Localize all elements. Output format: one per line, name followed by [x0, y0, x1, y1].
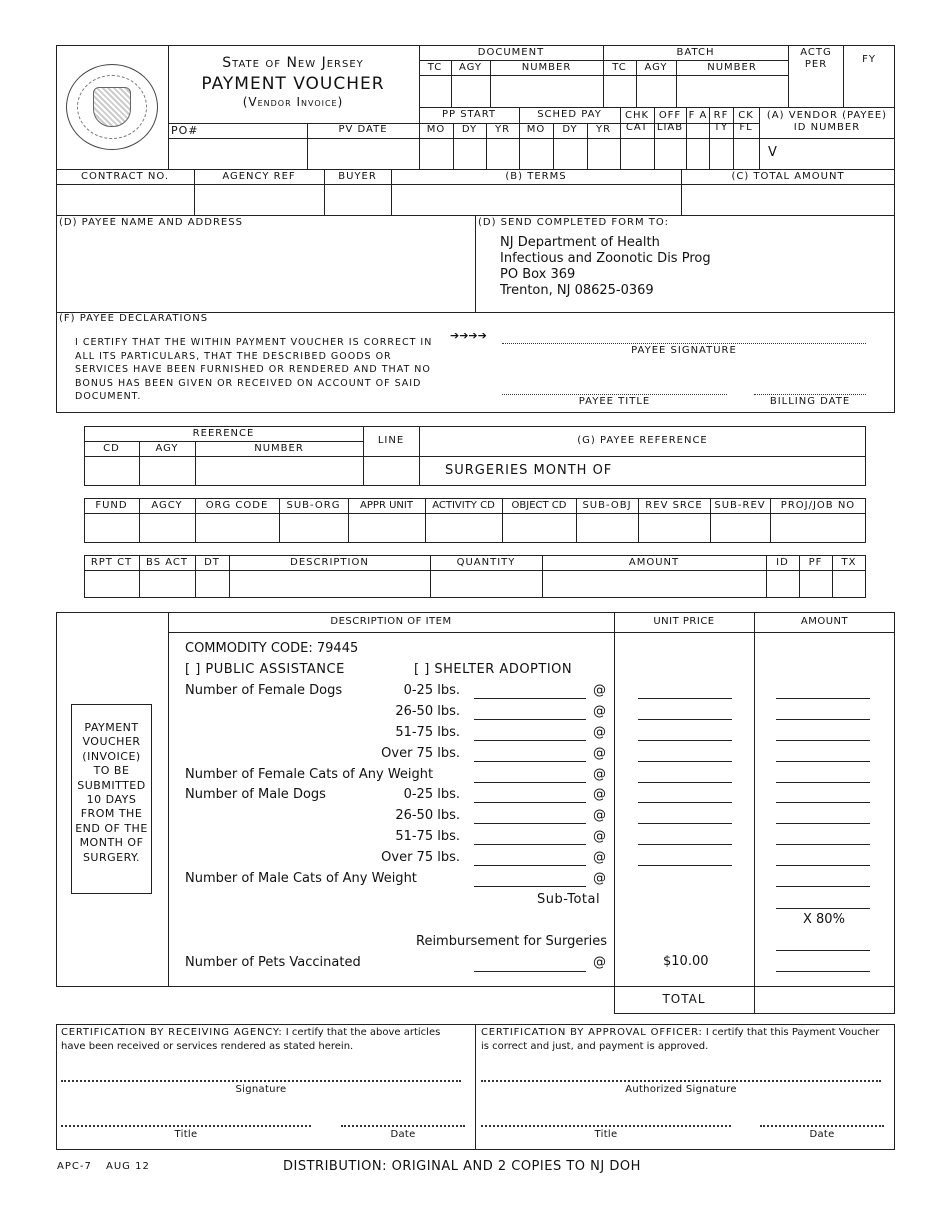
item-row-9-weight: Over 75 lbs. — [381, 850, 460, 865]
receiving-title-label: Title — [174, 1129, 198, 1140]
item-row-8-at: @ — [593, 829, 606, 844]
ref-number-label: NUMBER — [254, 443, 304, 454]
ref-agy-label: AGY — [155, 443, 179, 454]
item-row-3-price[interactable] — [638, 740, 732, 741]
vaccinated-qty[interactable] — [474, 971, 586, 972]
item-row-7-at: @ — [593, 808, 606, 823]
detail-col-description: DESCRIPTION — [290, 557, 369, 568]
pp-yr-label: YR — [494, 124, 511, 135]
item-row-6-amount[interactable] — [776, 802, 870, 803]
doc-number-label: NUMBER — [521, 62, 572, 73]
public-assistance-checkbox[interactable]: [ ] PUBLIC ASSISTANCE — [185, 662, 345, 677]
detail-col-quantity: QUANTITY — [456, 557, 516, 568]
item-row-9-amount[interactable] — [776, 865, 870, 866]
rfty-label: RF TY — [713, 110, 729, 133]
x80-label: X 80% — [803, 912, 845, 927]
billing-date-line[interactable] — [754, 394, 866, 395]
total-amount-label: (C) TOTAL AMOUNT — [731, 171, 845, 182]
item-row-9-at: @ — [593, 850, 606, 865]
item-row-6-qty[interactable] — [474, 802, 586, 803]
item-row-8-qty[interactable] — [474, 844, 586, 845]
detail-col-id: ID — [776, 557, 789, 568]
approval-date-label: Date — [809, 1129, 835, 1140]
approval-signature-label: Authorized Signature — [625, 1084, 737, 1095]
batch-label: BATCH — [676, 47, 715, 58]
item-row-2-qty[interactable] — [474, 719, 586, 720]
vendor-id-label: (A) VENDOR (PAYEE) ID NUMBER — [766, 110, 888, 133]
chk-cat-label: CHK CAT — [624, 110, 650, 133]
sp-yr-label: YR — [595, 124, 612, 135]
item-row-7-price[interactable] — [638, 823, 732, 824]
item-row-2-weight: 26-50 lbs. — [395, 704, 460, 719]
arrow-icon: ➔➔➔➔ — [450, 329, 487, 342]
item-row-10-label: Number of Male Cats of Any Weight — [185, 871, 417, 886]
item-row-10-at: @ — [593, 871, 606, 886]
send-to-line-2: Infectious and Zoonotic Dis Prog — [500, 251, 711, 266]
acct-col-activity-cd: ACTIVITY CD — [432, 500, 495, 511]
item-row-8-price[interactable] — [638, 844, 732, 845]
item-row-10-amount[interactable] — [776, 886, 870, 887]
item-row-6-weight: 0-25 lbs. — [403, 787, 460, 802]
po-label: PO# — [171, 124, 199, 137]
item-row-5-label: Number of Female Cats of Any Weight — [185, 767, 434, 782]
item-row-9-price[interactable] — [638, 865, 732, 866]
total-label: TOTAL — [662, 992, 706, 1006]
item-row-2-price[interactable] — [638, 719, 732, 720]
item-row-7-amount[interactable] — [776, 823, 870, 824]
ref-line-label: LINE — [377, 435, 405, 446]
send-to-line-4: Trenton, NJ 08625-0369 — [500, 283, 654, 298]
approval-text: I certify that this Payment Voucher is correct and just, and payment is approved. — [481, 1027, 880, 1052]
vaccinated-label: Number of Pets Vaccinated — [185, 955, 361, 970]
item-row-1-amount[interactable] — [776, 698, 870, 699]
reimbursement-amount[interactable] — [776, 950, 870, 951]
surgeries-month-text: SURGERIES MONTH OF — [445, 463, 613, 478]
item-row-7-qty[interactable] — [474, 823, 586, 824]
item-row-6-price[interactable] — [638, 802, 732, 803]
payee-signature-label: PAYEE SIGNATURE — [631, 345, 737, 356]
declarations-label: (F) PAYEE DECLARATIONS — [59, 313, 209, 324]
acct-col-org-code: ORG CODE — [205, 500, 269, 511]
form-title: PAYMENT VOUCHER — [201, 74, 385, 94]
total-amount-input[interactable] — [756, 988, 893, 1012]
receiving-certification — [61, 1026, 466, 1054]
sp-dy-label: DY — [562, 124, 578, 135]
sp-mo-label: MO — [526, 124, 546, 135]
reference-label: REERENCE — [192, 428, 255, 439]
batch-agy-label: AGY — [644, 62, 668, 73]
commodity-code: COMMODITY CODE: 79445 — [185, 641, 359, 656]
reimbursement-label: Reimbursement for Surgeries — [416, 934, 608, 949]
send-to-label: (D) SEND COMPLETED FORM TO: — [478, 217, 669, 228]
doc-agy-label: AGY — [458, 62, 483, 73]
item-row-3-at: @ — [593, 725, 606, 740]
detail-col-tx: TX — [841, 557, 857, 568]
item-row-5-qty[interactable] — [474, 782, 586, 783]
billing-date-label: BILLING DATE — [769, 396, 851, 407]
acct-col-fund: FUND — [95, 500, 128, 511]
acct-col-sub-org: SUB-ORG — [286, 500, 341, 511]
amount-header: AMOUNT — [800, 616, 849, 627]
payee-title-line[interactable] — [502, 394, 727, 395]
item-row-1-qty[interactable] — [474, 698, 586, 699]
receiving-text: I certify that the above articles have been received or services rendered as stated herein. — [61, 1027, 441, 1052]
pp-mo-label: MO — [426, 124, 446, 135]
ckfl-label: CK FL — [738, 110, 754, 133]
unit-price-header: UNIT PRICE — [653, 616, 715, 627]
actg-per-label: ACTG PER — [800, 47, 832, 70]
payee-name-address-input[interactable] — [60, 232, 470, 310]
item-row-4-price[interactable] — [638, 761, 732, 762]
form-revision: AUG 12 — [106, 1161, 150, 1172]
doc-tc-label: TC — [427, 62, 443, 73]
receiving-title: CERTIFICATION BY RECEIVING AGENCY: — [61, 1027, 283, 1038]
receiving-title-line[interactable] — [61, 1125, 311, 1127]
item-row-4-qty[interactable] — [474, 761, 586, 762]
vaccinated-amount[interactable] — [776, 971, 870, 972]
item-row-4-weight: Over 75 lbs. — [381, 746, 460, 761]
item-row-6-label: Number of Male Dogs — [185, 787, 326, 802]
pp-dy-label: DY — [461, 124, 478, 135]
item-row-3-amount[interactable] — [776, 740, 870, 741]
vaccinated-at: @ — [593, 955, 606, 970]
shelter-adoption-checkbox[interactable]: [ ] SHELTER ADOPTION — [414, 662, 573, 677]
batch-number-label: NUMBER — [707, 62, 757, 73]
approval-date-line[interactable] — [760, 1125, 884, 1127]
form-subtitle: (Vendor Invoice) — [242, 95, 344, 109]
sched-pay-label: SCHED PAY — [537, 109, 602, 120]
distribution-text: DISTRIBUTION: ORIGINAL AND 2 COPIES TO NJ DOH — [283, 1159, 641, 1174]
item-row-3-qty[interactable] — [474, 740, 586, 741]
acct-col-proj-job-no: PROJ/JOB NO — [780, 500, 856, 511]
item-row-5-price[interactable] — [638, 782, 732, 783]
acct-col-rev-srce: REV SRCE — [645, 500, 703, 511]
detail-col-dt: DT — [204, 557, 220, 568]
desc-of-item-header: DESCRIPTION OF ITEM — [330, 616, 452, 627]
off-liab-label: OFF LIAB — [656, 110, 684, 133]
vendor-id-prefix: V — [768, 145, 777, 160]
state-title: State of New Jersey — [222, 55, 364, 71]
detail-col-rpt-ct: RPT CT — [90, 557, 133, 568]
payee-name-address-label: (D) PAYEE NAME AND ADDRESS — [59, 217, 243, 228]
item-row-8-amount[interactable] — [776, 844, 870, 845]
contract-no-label: CONTRACT NO. — [80, 171, 170, 182]
subtotal-amount[interactable] — [776, 908, 870, 909]
send-to-line-3: PO Box 369 — [500, 267, 576, 282]
item-row-3-weight: 51-75 lbs. — [395, 725, 460, 740]
item-row-2-amount[interactable] — [776, 719, 870, 720]
approval-title: CERTIFICATION BY APPROVAL OFFICER: — [481, 1027, 703, 1038]
form-code: APC-7 — [57, 1161, 92, 1172]
buyer-label: BUYER — [338, 171, 377, 182]
pp-start-label: PP START — [441, 109, 497, 120]
state-seal-icon — [66, 64, 158, 150]
item-row-4-at: @ — [593, 746, 606, 761]
subtotal-label: Sub-Total — [537, 892, 601, 907]
detail-col-bs-act: BS ACT — [146, 557, 188, 568]
side-note-text: PAYMENT VOUCHER (INVOICE) TO BE SUBMITTED 10 DAYS FROM THE END OF THE MONTH OF SURGERY. — [75, 721, 148, 864]
approval-signature-line[interactable] — [481, 1080, 881, 1082]
item-row-6-at: @ — [593, 787, 606, 802]
fa-label: F A — [688, 110, 708, 121]
detail-col-pf: PF — [808, 557, 823, 568]
batch-tc-label: TC — [612, 62, 627, 73]
detail-col-amount: AMOUNT — [628, 557, 680, 568]
item-row-7-weight: 26-50 lbs. — [395, 808, 460, 823]
item-row-5-amount[interactable] — [776, 782, 870, 783]
acct-col-appr-unit: APPR UNIT — [360, 500, 413, 511]
receiving-date-line[interactable] — [341, 1125, 465, 1127]
item-row-9-qty[interactable] — [474, 865, 586, 866]
agency-ref-label: AGENCY REF — [222, 171, 296, 182]
approval-certification — [481, 1026, 881, 1054]
approval-title-label: Title — [594, 1129, 618, 1140]
vaccine-price: $10.00 — [663, 954, 709, 969]
acct-col-sub-obj: SUB-OBJ — [582, 500, 632, 511]
ref-cd-label: CD — [103, 443, 120, 454]
item-row-2-at: @ — [593, 704, 606, 719]
declarations-text: I CERTIFY THAT THE WITHIN PAYMENT VOUCHER IS CORRECT IN ALL ITS PARTICULARS, THAT THE DESCRIBED GOODS OR SERVICES HAVE BEEN FURNISHED OR RENDERED AND THAT NO BONUS HAS BEEN GIVEN OR RECEIVED ON ACCOUNT OF SAID DOCUMENT. — [75, 337, 433, 402]
approval-title-line[interactable] — [481, 1125, 731, 1127]
item-row-5-at: @ — [593, 767, 606, 782]
document-label: DOCUMENT — [477, 47, 545, 58]
terms-label: (B) TERMS — [505, 171, 567, 182]
item-row-1-weight: 0-25 lbs. — [403, 683, 460, 698]
item-row-4-amount[interactable] — [776, 761, 870, 762]
vendor-id-input[interactable] — [780, 140, 893, 168]
pv-date-label: PV DATE — [338, 124, 388, 135]
item-row-1-price[interactable] — [638, 698, 732, 699]
receiving-signature-line[interactable] — [61, 1080, 461, 1082]
payee-reference-label: (G) PAYEE REFERENCE — [577, 435, 708, 446]
receiving-signature-label: Signature — [235, 1084, 287, 1095]
acct-col-object-cd: OBJECT CD — [511, 500, 567, 511]
acct-col-agcy: AGCY — [151, 500, 183, 511]
divider — [168, 45, 169, 170]
acct-col-sub-rev: SUB-REV — [714, 500, 766, 511]
pv-date-input[interactable] — [309, 139, 418, 169]
item-row-10-qty[interactable] — [474, 886, 586, 887]
item-row-8-weight: 51-75 lbs. — [395, 829, 460, 844]
item-row-1-at: @ — [593, 683, 606, 698]
send-to-line-1: NJ Department of Health — [500, 235, 660, 250]
payee-title-label: PAYEE TITLE — [578, 396, 651, 407]
fy-label: FY — [862, 54, 876, 65]
payee-signature-line[interactable] — [502, 343, 866, 344]
po-input[interactable] — [170, 139, 306, 169]
receiving-date-label: Date — [390, 1129, 416, 1140]
item-row-1-label: Number of Female Dogs — [185, 683, 343, 698]
